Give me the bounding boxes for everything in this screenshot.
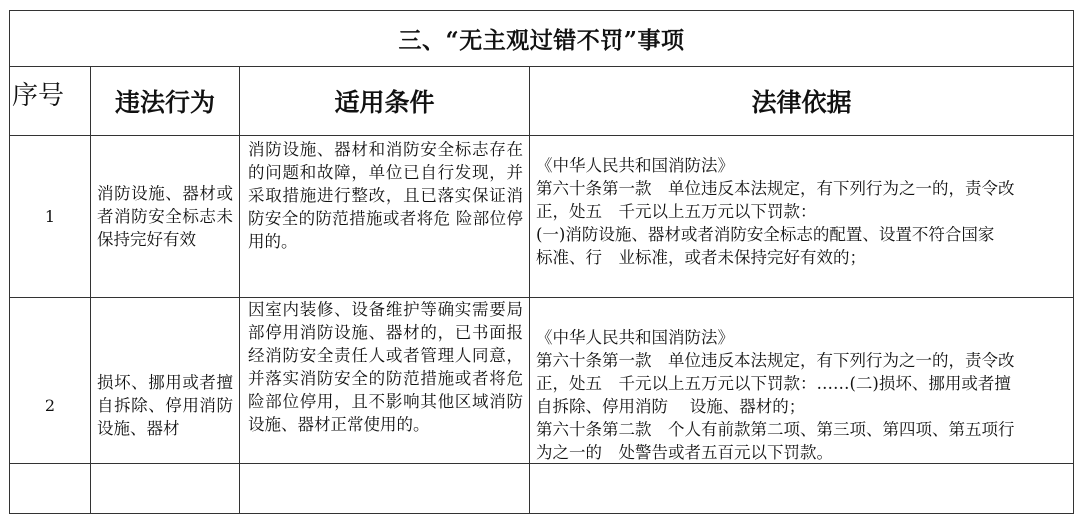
legal-basis-line: 标准、行 业标准，或者未保持完好有效的； (536, 248, 866, 267)
penalty-exemption-table (9, 10, 1074, 514)
legal-basis-line: 《中华人民共和国消防法》 (536, 156, 734, 175)
row-behavior: 损坏、挪用或者擅自拆除、停用消防 设施、器材 (91, 298, 240, 514)
legal-basis-line: 正，处五 千元以上五万元以下罚款： (536, 202, 817, 221)
legal-basis-line: 为之一的 处警告或者五百元以下罚款。 (536, 443, 833, 462)
header-seq: 序号 (10, 67, 91, 136)
legal-basis-line: (一)消防设施、器材或者消防安全标志的配置、设置不符合国家 (536, 225, 995, 244)
legal-basis-line: 自拆除、停用消防 设施、器材的； (536, 397, 806, 416)
row-conditions: 消防设施、器材和消防安全标志存在的问题和故障，单位已自行发现，并采取措施进行整改，且已落实保证消防安全的防范措施或者将危 险部位停用的。 (240, 136, 530, 298)
row-seq: 2 (10, 298, 91, 514)
legal-basis-line: 第六十条第一款 单位违反本法规定，有下列行为之一的，责令改 (536, 179, 1015, 198)
table-header-row (10, 67, 1074, 136)
header-legal-basis: 法律依据 (530, 67, 1074, 136)
row-legal-basis (530, 298, 1074, 514)
row-legal-basis (530, 136, 1074, 298)
table-row (10, 136, 1074, 298)
header-conditions: 适用条件 (240, 67, 530, 136)
legal-basis-line: 正，处五 千元以上五万元以下罚款：……(二)损坏、挪用或者擅 (536, 374, 1011, 393)
row-conditions: 因室内装修、设备维护等确实需要局部停用消防设施、器材的，已书面报经消防安全责任人或者管理人同意， 并落实消防安全的防范措施或者将危险部位停用，且不影响其他区域消防设施、器材正常使用的。 (240, 298, 530, 514)
row-seq: 1 (10, 136, 91, 298)
row-behavior: 消防设施、器材或者消防安全标志未保持完好有效 (91, 136, 240, 298)
header-behavior: 违法行为 (91, 67, 240, 136)
legal-basis-line: 第六十条第二款 个人有前款第二项、第三项、第四项、第五项行 (536, 420, 1015, 439)
next-row-border (9, 463, 1073, 464)
legal-basis-line: 《中华人民共和国消防法》 (536, 328, 734, 347)
table-title: 三、“无主观过错不罚”事项 (10, 11, 1074, 67)
legal-basis-line: 第六十条第一款 单位违反本法规定，有下列行为之一的，责令改 (536, 351, 1015, 370)
table-row (10, 298, 1074, 514)
table-title-row (10, 11, 1074, 67)
